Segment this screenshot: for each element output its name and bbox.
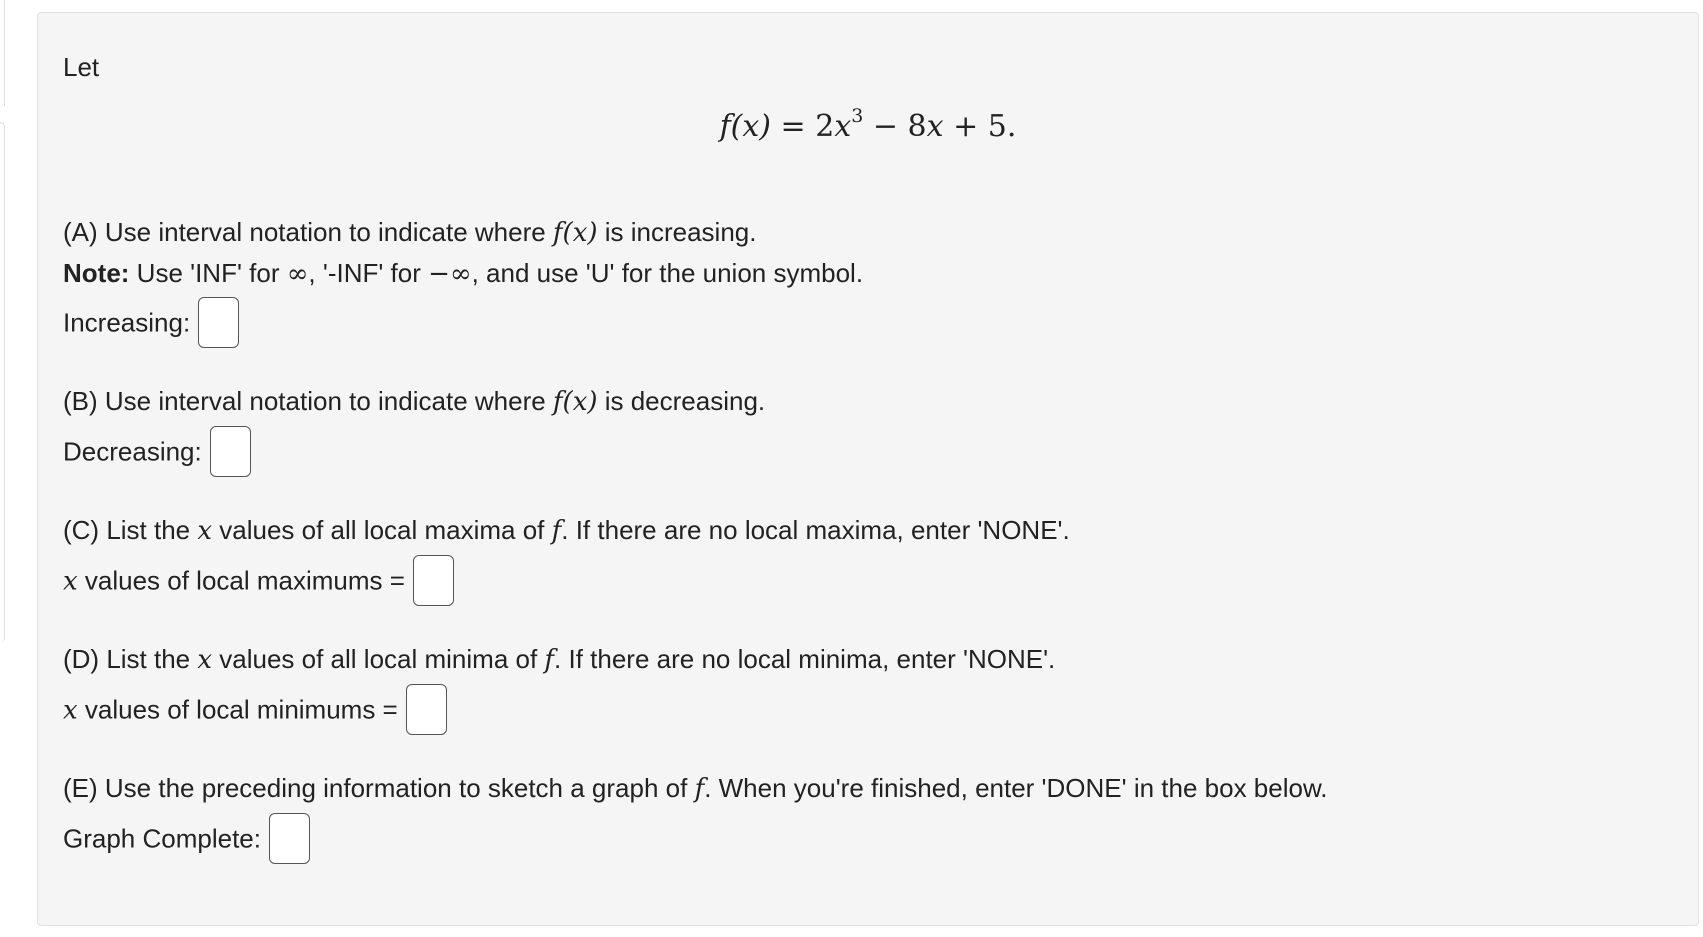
function-equation: $f(x) = 2x^3 - 8x + 5$. [719, 105, 1017, 144]
local-max-input[interactable] [413, 555, 454, 606]
graph-complete-input[interactable] [269, 813, 310, 864]
part-d-question: (D) List the x values of all local minima of f. If there are no local minima, enter 'NONE'. [63, 644, 1056, 675]
part-e-question: (E) Use the preceding information to sketch a graph of f. When you're finished, enter 'DONE' in the box below. [63, 773, 1328, 804]
part-b-question: (B) Use interval notation to indicate where f(x) is decreasing. [63, 386, 766, 417]
part-a-question: (A) Use interval notation to indicate where f(x) is increasing. [63, 217, 757, 248]
part-c-question: (C) List the x values of all local maxima of f. If there are no local maxima, enter 'NONE'. [63, 515, 1070, 546]
part-d-answer-row: x values of local minimums = [63, 686, 447, 737]
local-min-label: values of local minimums = [77, 694, 398, 725]
local-min-input[interactable] [406, 684, 447, 735]
graph-complete-label: Graph Complete: [63, 823, 261, 854]
part-b-answer-row [63, 428, 251, 479]
left-panel-edge-top [0, 0, 5, 106]
decreasing-input[interactable] [210, 426, 251, 477]
part-c-answer-row: x values of local maximums = [63, 557, 454, 608]
decreasing-label: Decreasing: [63, 436, 202, 467]
part-a-answer-row [63, 299, 239, 350]
part-e-answer-row [63, 815, 310, 866]
local-max-label: values of local maximums = [77, 565, 405, 596]
left-panel-edge-bottom [0, 122, 5, 643]
intro-text: Let [63, 52, 100, 82]
increasing-label: Increasing: [63, 307, 191, 338]
part-a-note: Note: Use 'INF' for ∞, '-INF' for −∞, and use 'U' for the union symbol. [63, 258, 864, 289]
problem-card [37, 12, 1699, 926]
increasing-input[interactable] [198, 297, 239, 348]
